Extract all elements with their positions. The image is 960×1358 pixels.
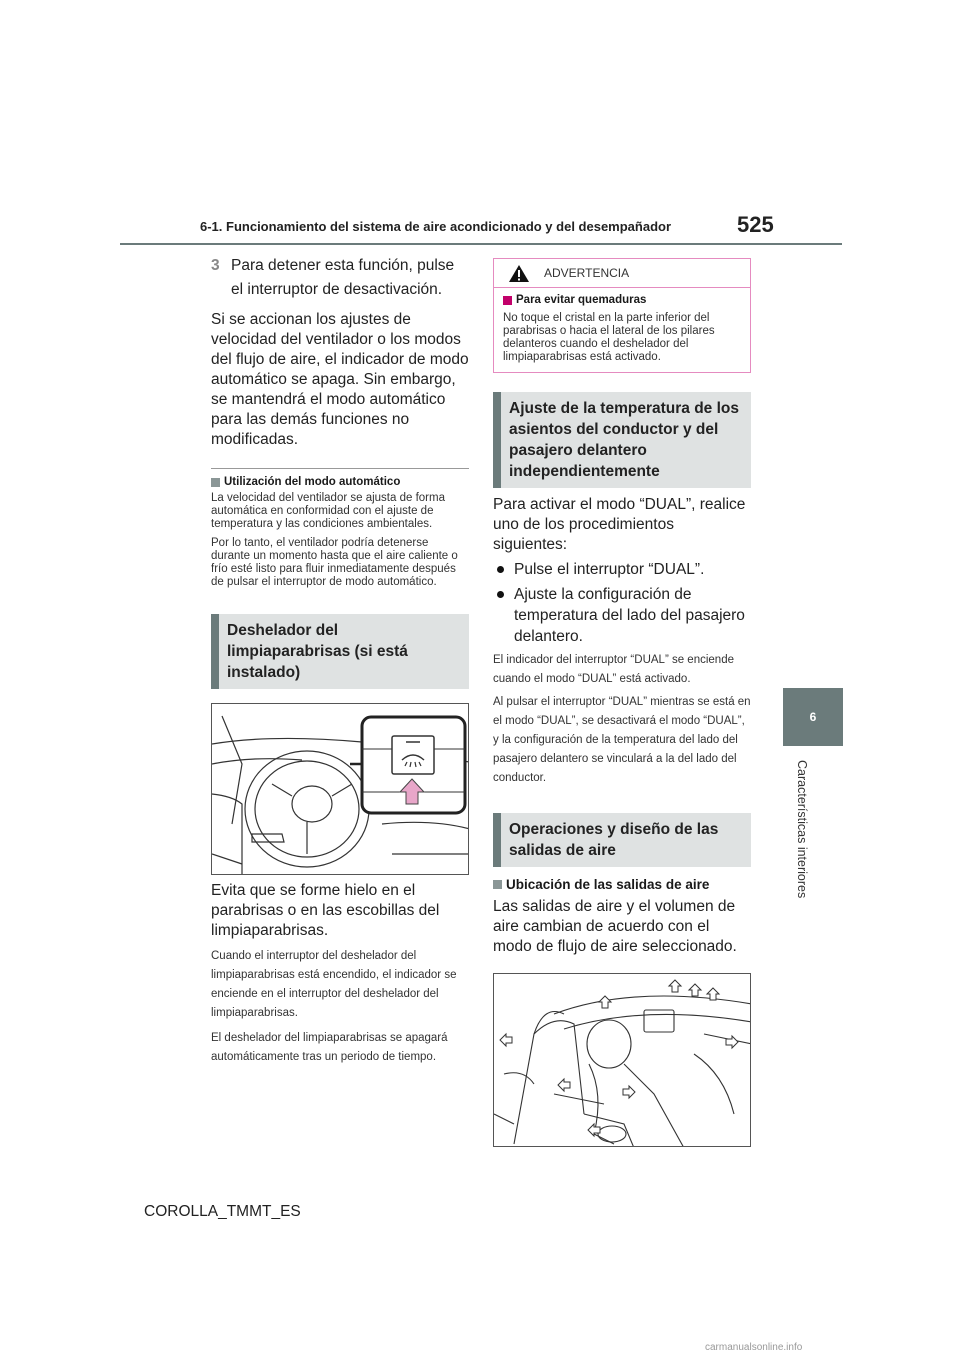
dashboard-steering-icon bbox=[212, 704, 469, 875]
dual-note-1: El indicador del interruptor “DUAL” se enciende cuando el modo “DUAL” está activado. bbox=[493, 654, 734, 685]
deicer-paragraph: Evita que se forme hielo en el parabrisas o en las escobillas del limpiaparabrisas. bbox=[211, 882, 440, 939]
step-3 bbox=[211, 254, 469, 302]
page-number: 525 bbox=[737, 212, 774, 237]
step-text: Para detener esta función, pulse el interruptor de desactivación. bbox=[231, 257, 455, 298]
header-rule bbox=[120, 243, 842, 245]
bullet-dot-icon bbox=[497, 566, 504, 573]
auto-mode-paragraph: Si se accionan los ajustes de velocidad del ventilador o los modos del flujo de aire, el indicador de modo automático se apaga. Sin embargo, se mantendrá el modo automático para las demás funciones no modificadas. bbox=[211, 311, 469, 448]
auto-mode-subheading bbox=[211, 476, 469, 488]
footer-code: COROLLA_TMMT_ES bbox=[144, 1203, 301, 1220]
warning-header bbox=[494, 259, 750, 288]
header-title: 6-1. Funcionamiento del sistema de aire acondicionado y del desempañador bbox=[200, 219, 672, 234]
subheading-text: Utilización del modo automático bbox=[224, 476, 401, 488]
warning-title: ADVERTENCIA bbox=[544, 266, 630, 280]
watermark[interactable]: carmanualsonline.info bbox=[705, 1342, 803, 1353]
step-number: 3 bbox=[211, 257, 220, 274]
chapter-tab[interactable] bbox=[783, 688, 843, 746]
left-column bbox=[211, 254, 469, 1067]
vents-paragraph: Las salidas de aire y el volumen de aire cambian de acuerdo con el modo de flujo de aire seleccionado. bbox=[493, 898, 737, 955]
deicer-illustration bbox=[211, 703, 469, 875]
deicer-note-2: El deshelador del limpiaparabrisas se apagará automáticamente tras un periodo de tiempo. bbox=[211, 1032, 448, 1063]
bullet-dot-icon bbox=[497, 591, 504, 598]
dual-bullet-1 bbox=[493, 559, 751, 580]
air-vents-illustration bbox=[493, 973, 751, 1147]
right-column bbox=[493, 258, 751, 1147]
vents-heading-text: Ubicación de las salidas de aire bbox=[506, 877, 710, 892]
warning-box bbox=[493, 258, 751, 373]
dual-intro: Para activar el modo “DUAL”, realice uno de los procedimientos siguientes: bbox=[493, 496, 746, 553]
square-bullet-icon bbox=[211, 478, 220, 487]
warning-triangle-icon bbox=[508, 264, 530, 283]
bullet-text: Ajuste la configuración de temperatura del lado del pasajero delantero. bbox=[514, 586, 745, 645]
section-heading-deicer: Deshelador del limpiaparabrisas (si está instalado) bbox=[211, 614, 469, 689]
dual-bullet-2 bbox=[493, 584, 751, 647]
warning-heading-text: Para evitar quemaduras bbox=[516, 294, 647, 306]
car-interior-icon bbox=[494, 974, 751, 1147]
deicer-note-1: Cuando el interruptor del deshelador del limpiaparabrisas está encendido, el indicador se enciende en el interruptor del deshelador del limpiaparabrisas. bbox=[211, 950, 457, 1019]
warning-subheading bbox=[503, 294, 741, 306]
chapter-number: 6 bbox=[809, 710, 817, 724]
bullet-text: Pulse el interruptor “DUAL”. bbox=[514, 561, 705, 578]
dual-note-2: Al pulsar el interruptor “DUAL” mientras se está en el modo “DUAL”, se desactivará el modo “DUAL”, y la configuración de la temperatura del lado del pasajero delantero se vinculará a la del lado del conductor. bbox=[493, 696, 751, 784]
warning-text: No toque el cristal en la parte inferior del parabrisas o hacia el lateral de los pilares delanteros cuando el deshelador del limpiaparabrisas está activado. bbox=[503, 312, 715, 363]
divider bbox=[211, 468, 469, 469]
section-heading-seat-temperature: Ajuste de la temperatura de los asientos del conductor y del pasajero delantero independientemente bbox=[493, 392, 751, 488]
auto-note-1: La velocidad del ventilador se ajusta de forma automática en conformidad con el ajuste de temperatura y las condiciones ambientales. bbox=[211, 492, 445, 530]
chapter-label: Características interiores bbox=[795, 760, 809, 899]
square-bullet-icon bbox=[503, 296, 512, 305]
warning-body bbox=[494, 288, 750, 372]
square-bullet-icon bbox=[493, 880, 502, 889]
auto-note-2: Por lo tanto, el ventilador podría detenerse durante un momento hasta que el aire caliente o frío esté listo para fluir inmediatamente después de pulsar el interruptor de modo automático. bbox=[211, 537, 458, 588]
section-heading-air-vents: Operaciones y diseño de las salidas de aire bbox=[493, 813, 751, 867]
vents-subheading bbox=[493, 877, 751, 892]
